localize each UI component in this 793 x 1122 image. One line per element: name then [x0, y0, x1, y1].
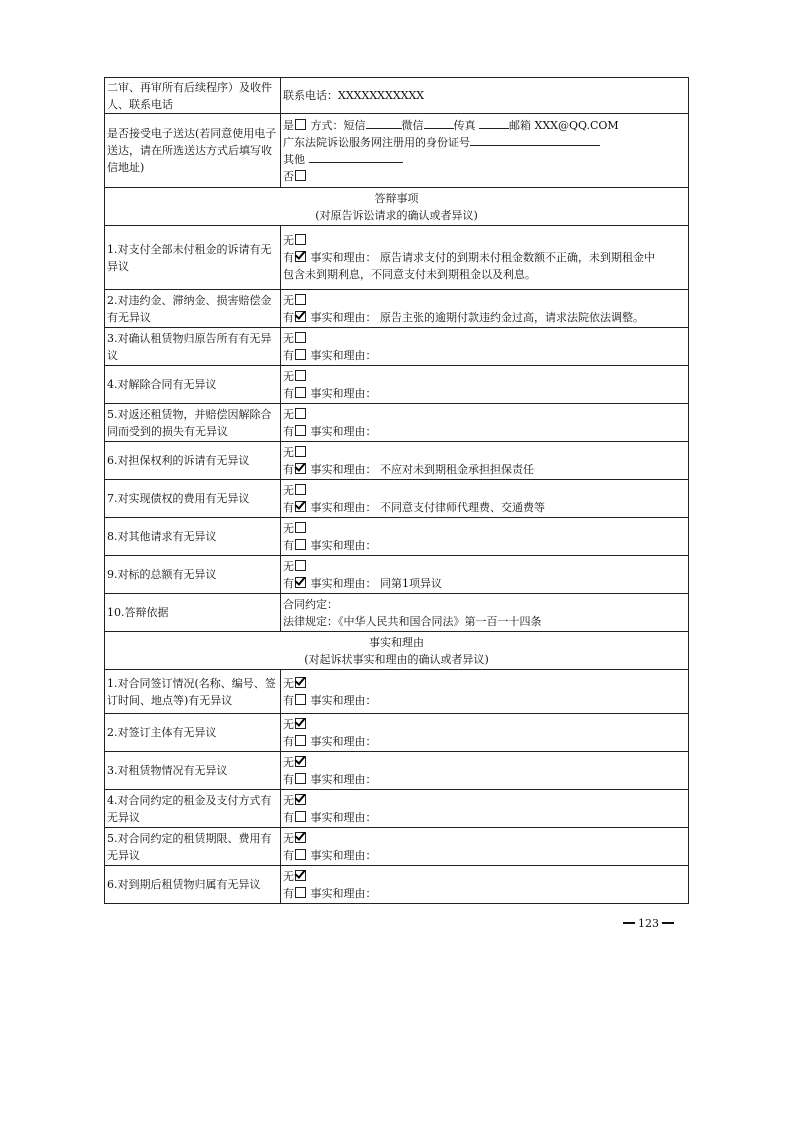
- section2-subtitle: (对起诉状事实和理由的确认或者异议): [304, 652, 489, 666]
- facts-label: 事实和理由：: [307, 693, 377, 707]
- service-line-2: [283, 134, 686, 151]
- has-label: 有: [283, 734, 294, 748]
- none-checkbox[interactable]: [295, 408, 306, 419]
- has-label: 有: [283, 251, 294, 264]
- other-blank[interactable]: [309, 151, 403, 163]
- facts-label: 事实和理由：: [307, 462, 380, 476]
- items2-1-none-line: [283, 716, 686, 733]
- facts-label: 事实和理由：: [307, 810, 377, 824]
- none-label: 无: [283, 293, 294, 307]
- items1-1-label: 2.对违约金、滞纳金、损害赔偿金有无异议: [105, 290, 281, 328]
- items1-1-has-line: [283, 309, 686, 326]
- service-no-label: 否: [283, 169, 294, 183]
- none-label: 无: [283, 559, 294, 573]
- items2-5-has-line: [283, 885, 686, 902]
- service-line-1: [283, 117, 686, 134]
- items1-4-has-line: [283, 423, 686, 440]
- items1-4-label: 5.对返还租赁物，并赔偿因解除合同而受到的损失有无异议: [105, 404, 281, 442]
- items1-5-has-line: [283, 461, 686, 478]
- none-checkbox[interactable]: [295, 446, 306, 457]
- items1-2-label: 3.对确认租赁物归原告所有有无异议: [105, 328, 281, 366]
- fax-label: 传真: [453, 118, 476, 132]
- none-checkbox[interactable]: [295, 484, 306, 495]
- none-label: 无: [283, 676, 294, 690]
- items1-7-row: [105, 518, 689, 556]
- has-checkbox[interactable]: [295, 735, 306, 746]
- has-label: 有: [283, 810, 294, 824]
- items2-3-row: [105, 790, 689, 828]
- has-label: 有: [283, 693, 294, 707]
- section2-header: [105, 632, 689, 670]
- items2-2-none-line: [283, 754, 686, 771]
- items1-4-answer: [281, 404, 689, 442]
- items2-1-has-line: [283, 733, 686, 750]
- facts-label: 事实和理由：: [307, 348, 377, 362]
- has-checkbox[interactable]: [295, 425, 306, 436]
- items1-0-row: [105, 226, 689, 290]
- id-number-label: 广东法院诉讼服务网注册用的身份证号: [283, 135, 470, 149]
- service-line-3: [283, 151, 686, 168]
- id-number-blank[interactable]: [470, 134, 600, 146]
- has-checkbox[interactable]: [295, 539, 306, 550]
- reason-text: 原告主张的逾期付款违约金过高，请求法院依法调整。: [380, 310, 644, 324]
- none-checkbox[interactable]: [295, 294, 306, 305]
- reason-text: 同第1项异议: [380, 576, 442, 590]
- service-label: 是否接受电子送达(若同意使用电子送达，请在所选送达方式后填写收信地址): [105, 114, 281, 188]
- items2-0-none-line: [283, 675, 686, 692]
- page-dash-left: [623, 922, 635, 924]
- items1-7-none-line: [283, 520, 686, 537]
- none-label: 无: [283, 483, 294, 497]
- items1-7-label: 8.对其他请求有无异议: [105, 518, 281, 556]
- items2-3-label: 4.对合同约定的租金及支付方式有无异议: [105, 790, 281, 828]
- none-checkbox[interactable]: [295, 234, 306, 245]
- fax-blank[interactable]: [479, 117, 509, 129]
- none-label: 无: [283, 755, 294, 769]
- none-checkbox[interactable]: [295, 756, 306, 767]
- none-label: 无: [283, 369, 294, 383]
- section2-header-row: [105, 632, 689, 670]
- service-yes-checkbox[interactable]: [295, 119, 306, 130]
- items1-1-answer: [281, 290, 689, 328]
- none-checkbox[interactable]: [295, 677, 306, 688]
- none-checkbox[interactable]: [295, 870, 306, 881]
- items2-5-none-line: [283, 868, 686, 885]
- has-checkbox[interactable]: [295, 349, 306, 360]
- none-label: 无: [283, 521, 294, 535]
- items1-5-answer: [281, 442, 689, 480]
- wechat-blank[interactable]: [424, 117, 454, 129]
- reason-text: 不同意支付律师代理费、交通费等: [380, 500, 545, 514]
- sms-blank[interactable]: [366, 117, 402, 129]
- basis-contract: 合同约定：: [283, 597, 338, 611]
- has-label: 有: [283, 348, 294, 362]
- has-label: 有: [283, 576, 294, 590]
- page-number-text: 123: [638, 917, 659, 930]
- has-checkbox[interactable]: [295, 501, 306, 512]
- wechat-label: 微信: [401, 118, 424, 132]
- items1-5-row: [105, 442, 689, 480]
- facts-label: 事实和理由：: [307, 848, 377, 862]
- items2-5-answer: [281, 866, 689, 904]
- has-label: 有: [283, 310, 294, 324]
- items1-0-none-line: [283, 232, 686, 249]
- has-label: 有: [283, 772, 294, 786]
- has-label: 有: [283, 424, 294, 438]
- none-label: 无: [283, 445, 294, 459]
- contact-label: 二审、再审所有后续程序）及收件人、联系电话: [105, 78, 281, 114]
- items1-2-row: [105, 328, 689, 366]
- items1-2-none-line: [283, 330, 686, 347]
- items2-4-none-line: [283, 830, 686, 847]
- items2-1-label: 2.对签订主体有无异议: [105, 714, 281, 752]
- facts-label: 事实和理由：: [307, 886, 377, 900]
- facts-label: 事实和理由：: [307, 734, 377, 748]
- items2-5-label: 6.对到期后租赁物归属有无异议: [105, 866, 281, 904]
- facts-label: 事实和理由：: [307, 500, 380, 514]
- section1-header: [105, 188, 689, 226]
- none-label: 无: [283, 407, 294, 421]
- none-checkbox[interactable]: [295, 370, 306, 381]
- items1-3-has-line: [283, 385, 686, 402]
- items1-3-label: 4.对解除合同有无异议: [105, 366, 281, 404]
- items2-0-answer: [281, 670, 689, 714]
- basis-label: 10.答辩依据: [105, 594, 281, 632]
- items1-0-label: 1.对支付全部未付租金的诉请有无异议: [105, 226, 281, 290]
- items1-2-has-line: [283, 347, 686, 364]
- service-method-label: 方式：短信: [310, 118, 366, 132]
- items2-4-has-line: [283, 847, 686, 864]
- none-label: 无: [283, 869, 294, 883]
- reason-text: 原告请求支付的到期未付租金数额不正确，未到期租金中: [380, 251, 655, 264]
- items1-6-none-line: [283, 482, 686, 499]
- items1-6-answer: [281, 480, 689, 518]
- has-checkbox[interactable]: [295, 849, 306, 860]
- email-label: 邮箱 XXX@QQ.COM: [509, 118, 619, 132]
- basis-content: [281, 594, 689, 632]
- items1-5-label: 6.对担保权利的诉请有无异议: [105, 442, 281, 480]
- items2-2-has-line: [283, 771, 686, 788]
- items1-8-none-line: [283, 558, 686, 575]
- items1-6-row: [105, 480, 689, 518]
- items1-0-reason-continued: 包含未到期利息，不同意支付未到期租金以及利息。: [283, 268, 536, 281]
- none-label: 无: [283, 831, 294, 845]
- items1-6-has-line: [283, 499, 686, 516]
- items2-3-none-line: [283, 792, 686, 809]
- has-label: 有: [283, 500, 294, 514]
- facts-label: 事实和理由：: [307, 576, 380, 590]
- has-checkbox[interactable]: [295, 311, 306, 322]
- none-label: 无: [283, 331, 294, 345]
- has-checkbox[interactable]: [295, 463, 306, 474]
- has-checkbox[interactable]: [295, 387, 306, 398]
- items2-1-answer: [281, 714, 689, 752]
- items2-3-has-line: [283, 809, 686, 826]
- items2-2-label: 3.对租赁物情况有无异议: [105, 752, 281, 790]
- items2-0-label: 1.对合同签订情况(名称、编号、签订时间、地点等)有无异议: [105, 670, 281, 714]
- section2-title: 事实和理由: [369, 635, 424, 649]
- has-label: 有: [283, 848, 294, 862]
- items1-5-none-line: [283, 444, 686, 461]
- items1-3-answer: [281, 366, 689, 404]
- none-checkbox[interactable]: [295, 332, 306, 343]
- page-number: [620, 917, 677, 930]
- has-label: 有: [283, 462, 294, 476]
- items1-7-answer: [281, 518, 689, 556]
- items1-0-answer: [281, 226, 689, 290]
- contact-value: 联系电话：XXXXXXXXXXX: [281, 78, 689, 114]
- has-label: 有: [283, 538, 294, 552]
- has-checkbox[interactable]: [295, 694, 306, 705]
- service-line-4: [283, 168, 686, 185]
- none-label: 无: [283, 234, 294, 247]
- none-checkbox[interactable]: [295, 794, 306, 805]
- items1-6-label: 7.对实现债权的费用有无异议: [105, 480, 281, 518]
- has-checkbox[interactable]: [295, 811, 306, 822]
- items2-5-row: [105, 866, 689, 904]
- items2-4-label: 5.对合同约定的租赁期限、费用有无异议: [105, 828, 281, 866]
- items1-1-none-line: [283, 292, 686, 309]
- basis-law: 法律规定：《中华人民共和国合同法》第一百一十四条: [283, 614, 542, 628]
- service-options: [281, 114, 689, 188]
- items1-8-label: 9.对标的总额有无异议: [105, 556, 281, 594]
- contact-row: [105, 78, 689, 114]
- section1-header-row: [105, 188, 689, 226]
- items1-3-row: [105, 366, 689, 404]
- defense-form-table: [104, 77, 689, 904]
- items1-0-has-line: [283, 249, 686, 266]
- has-checkbox[interactable]: [295, 577, 306, 588]
- has-label: 有: [283, 886, 294, 900]
- other-label: 其他: [283, 152, 305, 166]
- items2-1-row: [105, 714, 689, 752]
- service-yes-label: 是: [283, 118, 294, 132]
- basis-row: [105, 594, 689, 632]
- service-row: [105, 114, 689, 188]
- items1-8-row: [105, 556, 689, 594]
- facts-label: 事实和理由：: [307, 386, 377, 400]
- none-label: 无: [283, 793, 294, 807]
- items1-3-none-line: [283, 368, 686, 385]
- facts-label: 事实和理由：: [307, 424, 377, 438]
- items2-2-answer: [281, 752, 689, 790]
- section1-subtitle: (对原告诉讼请求的确认或者异议): [315, 208, 478, 222]
- facts-label: 事实和理由：: [307, 772, 377, 786]
- items2-4-answer: [281, 828, 689, 866]
- facts-label: 事实和理由：: [307, 251, 380, 264]
- none-checkbox[interactable]: [295, 560, 306, 571]
- facts-label: 事实和理由：: [307, 538, 377, 552]
- items1-1-row: [105, 290, 689, 328]
- has-checkbox[interactable]: [295, 887, 306, 898]
- service-no-checkbox[interactable]: [295, 170, 306, 181]
- items1-8-answer: [281, 556, 689, 594]
- none-label: 无: [283, 717, 294, 731]
- items1-2-answer: [281, 328, 689, 366]
- items1-4-none-line: [283, 406, 686, 423]
- reason-text: 不应对未到期租金承担担保责任: [380, 462, 534, 476]
- page-dash-right: [662, 922, 674, 924]
- items2-0-row: [105, 670, 689, 714]
- items2-2-row: [105, 752, 689, 790]
- items1-4-row: [105, 404, 689, 442]
- has-checkbox[interactable]: [295, 773, 306, 784]
- none-checkbox[interactable]: [295, 832, 306, 843]
- none-checkbox[interactable]: [295, 718, 306, 729]
- items2-3-answer: [281, 790, 689, 828]
- section1-title: 答辩事项: [374, 191, 419, 205]
- has-checkbox[interactable]: [295, 251, 306, 262]
- has-label: 有: [283, 386, 294, 400]
- items2-4-row: [105, 828, 689, 866]
- none-checkbox[interactable]: [295, 522, 306, 533]
- items1-8-has-line: [283, 575, 686, 592]
- facts-label: 事实和理由：: [307, 310, 380, 324]
- items2-0-has-line: [283, 692, 686, 709]
- items1-7-has-line: [283, 537, 686, 554]
